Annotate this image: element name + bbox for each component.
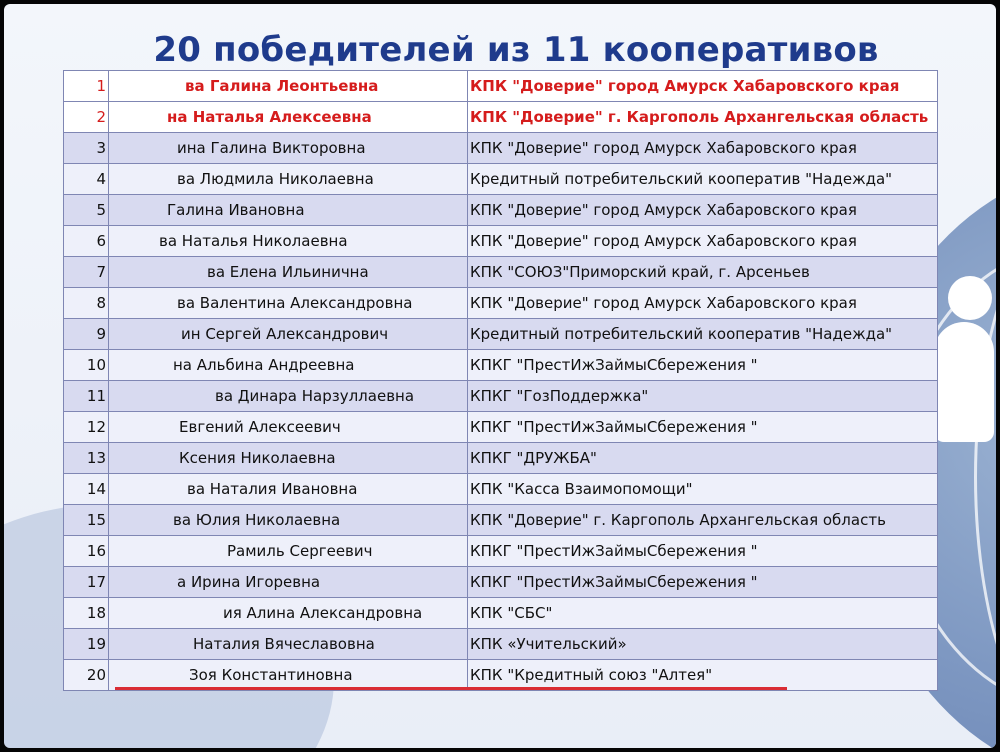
row-number: 12 [64, 412, 109, 443]
participant-name: ва Наталия Ивановна [187, 480, 358, 498]
table-row [64, 319, 938, 350]
cooperative-name: КПК "Доверие" город Амурск Хабаровского края [468, 71, 938, 102]
cooperative-name: КПК "Кредитный союз "Алтея" [468, 660, 938, 691]
table-row [64, 412, 938, 443]
row-number: 3 [64, 133, 109, 164]
participant-name: ва Динара Нарзуллаевна [215, 387, 415, 405]
participant-name: ва Галина Леонтьевна [185, 77, 379, 95]
cooperative-name: КПКГ "ГозПоддержка" [468, 381, 938, 412]
winners-table [63, 70, 938, 691]
participant-name-cell [109, 443, 468, 474]
cooperative-name: КПК "Доверие" город Амурск Хабаровского края [468, 133, 938, 164]
participant-name-cell [109, 629, 468, 660]
page-title: 20 победителей из 11 кооперативов [153, 30, 879, 70]
row-number: 20 [64, 660, 109, 691]
row-number: 2 [64, 102, 109, 133]
participant-name: ин Сергей Александрович [181, 325, 389, 343]
row-number: 19 [64, 629, 109, 660]
row-number: 15 [64, 505, 109, 536]
participant-name: ва Елена Ильинична [207, 263, 369, 281]
cooperative-name: КПКГ "ПрестИжЗаймыСбережения " [468, 567, 938, 598]
row-number: 8 [64, 288, 109, 319]
row-number: 11 [64, 381, 109, 412]
cooperative-name: КПК "Касса Взаимопомощи" [468, 474, 938, 505]
participant-name-cell [109, 164, 468, 195]
table-row [64, 443, 938, 474]
table-row [64, 505, 938, 536]
table-row [64, 257, 938, 288]
row-number: 18 [64, 598, 109, 629]
participant-name: на Альбина Андреевна [173, 356, 355, 374]
participant-name-cell [109, 412, 468, 443]
row-number: 16 [64, 536, 109, 567]
table-row [64, 71, 938, 102]
table-row [64, 660, 938, 691]
person-silhouette-head-icon [948, 276, 992, 320]
row-number: 14 [64, 474, 109, 505]
participant-name-cell [109, 71, 468, 102]
person-silhouette-body-icon [934, 322, 994, 442]
participant-name: ия Алина Александровна [223, 604, 423, 622]
participant-name: Галина Ивановна [167, 201, 305, 219]
table-row [64, 133, 938, 164]
participant-name-cell [109, 474, 468, 505]
participant-name-cell [109, 257, 468, 288]
participant-name-cell [109, 567, 468, 598]
participant-name: ва Юлия Николаевна [173, 511, 341, 529]
table-row [64, 102, 938, 133]
participant-name-cell [109, 195, 468, 226]
table-row [64, 195, 938, 226]
table-row [64, 474, 938, 505]
participant-name: Рамиль Сергеевич [227, 542, 373, 560]
participant-name-cell [109, 660, 468, 691]
participant-name: на Наталья Алексеевна [167, 108, 372, 126]
table-row [64, 164, 938, 195]
table-row [64, 381, 938, 412]
winners-table-body [64, 71, 938, 691]
cooperative-name: Кредитный потребительский кооператив "Надежда" [468, 319, 938, 350]
row-number: 9 [64, 319, 109, 350]
table-row [64, 288, 938, 319]
participant-name-cell [109, 350, 468, 381]
row-number: 6 [64, 226, 109, 257]
participant-name: Наталия Вячеславовна [193, 635, 375, 653]
cooperative-name: Кредитный потребительский кооператив "Надежда" [468, 164, 938, 195]
participant-name-cell [109, 536, 468, 567]
participant-name-cell [109, 102, 468, 133]
participant-name: ва Валентина Александровна [177, 294, 413, 312]
participant-name-cell [109, 133, 468, 164]
cooperative-name: КПК "Доверие" город Амурск Хабаровского края [468, 288, 938, 319]
row-number: 4 [64, 164, 109, 195]
table-row [64, 226, 938, 257]
slide [4, 4, 996, 748]
table-row [64, 598, 938, 629]
cooperative-name: КПКГ "ПрестИжЗаймыСбережения " [468, 412, 938, 443]
cooperative-name: КПКГ "ПрестИжЗаймыСбережения " [468, 350, 938, 381]
cooperative-name: КПКГ "ПрестИжЗаймыСбережения " [468, 536, 938, 567]
table-row [64, 629, 938, 660]
participant-name-cell [109, 319, 468, 350]
participant-name: Ксения Николаевна [179, 449, 336, 467]
participant-name: Евгений Алексеевич [179, 418, 341, 436]
cooperative-name: КПК "СОЮЗ"Приморский край, г. Арсеньев [468, 257, 938, 288]
participant-name: а Ирина Игоревна [177, 573, 321, 591]
cooperative-name: КПК "Доверие" г. Каргополь Архангельская область [468, 102, 938, 133]
row-number: 7 [64, 257, 109, 288]
cooperative-name: КПК "Доверие" город Амурск Хабаровского края [468, 226, 938, 257]
participant-name-cell [109, 505, 468, 536]
row-number: 1 [64, 71, 109, 102]
participant-name-cell [109, 381, 468, 412]
cooperative-name: КПК "СБС" [468, 598, 938, 629]
red-underline [115, 687, 787, 690]
participant-name: ва Наталья Николаевна [159, 232, 348, 250]
row-number: 10 [64, 350, 109, 381]
table-row [64, 536, 938, 567]
participant-name-cell [109, 288, 468, 319]
cooperative-name: КПКГ "ДРУЖБА" [468, 443, 938, 474]
cooperative-name: КПК «Учительский» [468, 629, 938, 660]
cooperative-name: КПК "Доверие" город Амурск Хабаровского края [468, 195, 938, 226]
participant-name-cell [109, 598, 468, 629]
participant-name: ина Галина Викторовна [177, 139, 366, 157]
participant-name-cell [109, 226, 468, 257]
table-row [64, 350, 938, 381]
participant-name: Зоя Константиновна [189, 666, 353, 684]
cooperative-name: КПК "Доверие" г. Каргополь Архангельская область [468, 505, 938, 536]
row-number: 13 [64, 443, 109, 474]
table-row [64, 567, 938, 598]
participant-name: ва Людмила Николаевна [177, 170, 374, 188]
row-number: 5 [64, 195, 109, 226]
row-number: 17 [64, 567, 109, 598]
